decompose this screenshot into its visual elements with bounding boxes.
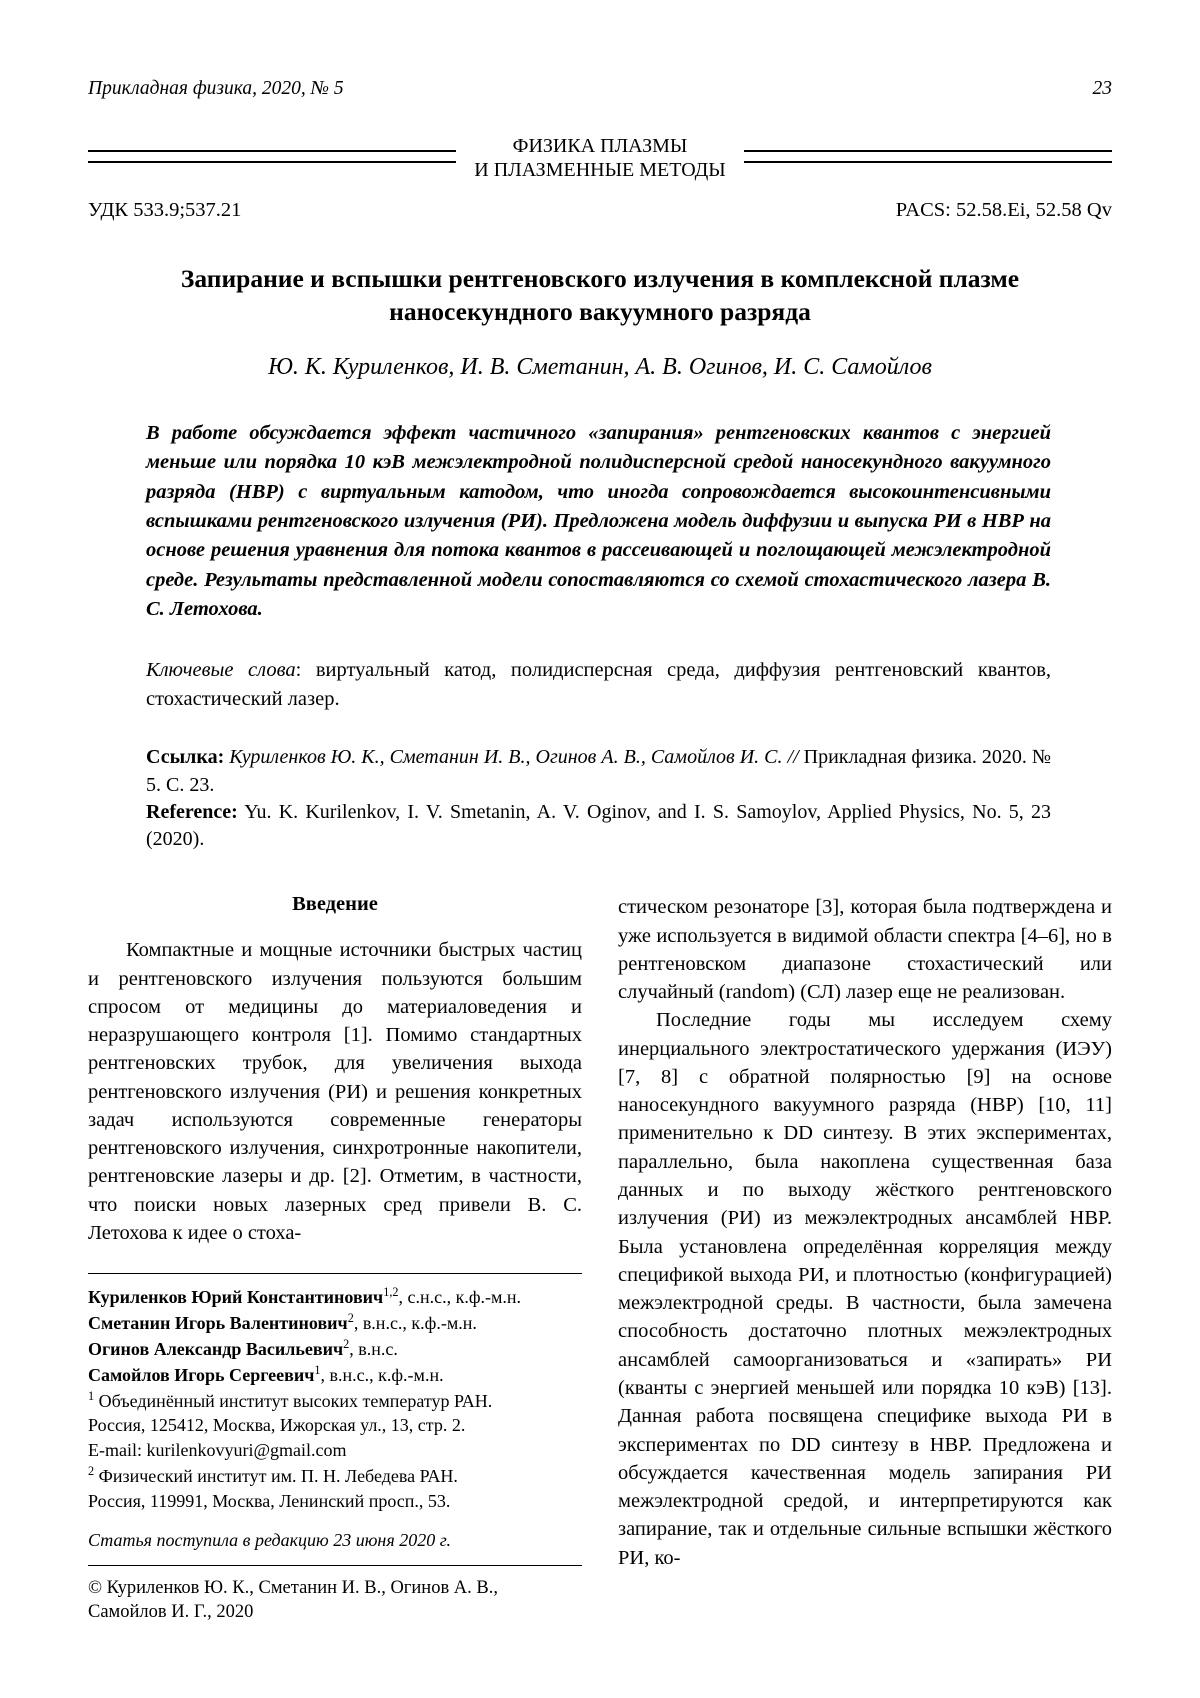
footnote-author-2-sup: 2 [347, 1311, 354, 1326]
classification-line [88, 199, 1112, 222]
affiliation-1-text: Объединённый институт высоких температур РАН. [94, 1390, 493, 1411]
right-column [618, 893, 1112, 1624]
affiliation-2-line-1 [88, 1463, 582, 1489]
copyright-block [88, 1565, 582, 1625]
section-banner [88, 134, 1112, 183]
footnote-author-4-name: Самойлов Игорь Сергеевич [88, 1364, 315, 1385]
footnote-author-1-sup: 1,2 [383, 1285, 399, 1300]
citation-ru-label: Ссылка: [146, 746, 225, 769]
footnote-author-4-role: , в.н.с., к.ф.-м.н. [320, 1364, 444, 1385]
affiliation-2-marker: 2 [88, 1464, 95, 1479]
footnote-author-3 [88, 1336, 582, 1362]
banner-rule-right [744, 150, 1112, 163]
citation-en-text: Yu. K. Kurilenkov, I. V. Smetanin, A. V. Oginov, and I. S. Samoylov, Applied Physics, No. 5, 23 (2020). [146, 800, 1051, 851]
banner-title-line1: ФИЗИКА ПЛАЗМЫ [512, 135, 688, 157]
footnote-author-4-sup: 1 [314, 1362, 321, 1377]
copyright-line-1: © Куриленков Ю. К., Сметанин И. В., Огинов А. В., [88, 1577, 498, 1598]
affiliation-1-line-2: Россия, 125412, Москва, Ижорская ул., 13, стр. 2. [88, 1415, 466, 1436]
banner-title-line2: И ПЛАЗМЕННЫЕ МЕТОДЫ [474, 159, 726, 182]
footnote-author-2 [88, 1310, 582, 1336]
footnote-author-3-role: , в.н.с. [349, 1338, 398, 1359]
keywords-text: : виртуальный катод, полидисперсная среда, диффузия рентгеновский квантов, стохастический лазер. [146, 659, 1052, 711]
footnote-author-1-name: Куриленков Юрий Константинович [88, 1287, 384, 1308]
footnote-author-3-sup: 2 [343, 1336, 350, 1351]
article-title: Запирание и вспышки рентгеновского излучения в комплексной плазме наносекундного вакуумного разряда [180, 263, 1020, 326]
right-paragraph-2: Последние годы мы исследуем схему инерциального электростатического удержания (ИЭУ) [7, 8] с обратной полярностью [9] на основе наносекундного вакуумного разряда (НВР) [10, 11] применительно к DD синтезу. В этих экспериментах, параллельно, была накоплена существенная база данных и по выходу жёсткого рентгеновского излучения (РИ) из межэлектродных ансамблей НВР. Была установлена определённая корреляция между спецификой выхода РИ, и плотностью (конфигурацией) межэлектродной среды. В частности, была замечена способность достаточно плотных межэлектродных ансамблей самоорганизоваться и «запирать» РИ (кванты с энергией меньшей или порядка 10 кэВ) [13]. Данная работа посвящена специфике выхода РИ в экспериментах по DD синтезу в НВР. Предложена и обсуждается качественная модель запирания РИ межэлектродной средой, и интерпретируются как запирание, так и отдельные сильные вспышки жёсткого РИ, ко- [618, 1009, 1112, 1569]
page-number: 23 [1092, 78, 1112, 99]
received-date: Статья поступила в редакцию 23 июня 2020 г. [88, 1529, 451, 1550]
pacs-code: PACS: 52.58.Ei, 52.58 Qv [895, 198, 1112, 221]
citation-block [146, 744, 1051, 853]
footnote-block [88, 1273, 582, 1624]
two-column-body [88, 893, 1112, 1624]
running-head [88, 78, 1112, 100]
abstract-text: В работе обсуждается эффект частичного «запирания» рентгеновских квантов с энергией меньше или порядка 10 кэВ межэлектродной полидисперсной средой наносекундного вакуумного разряда (НВР) с виртуальным катодом, что иногда сопровождается высокоинтенсивными вспышками рентгеновского излучения (РИ). Предложена модель диффузии и выпуска РИ в НВР на основе решения уравнения для потока квантов в рассеивающей и поглощающей межэлектродной среде. Результаты представленной модели сопоставляются со схемой стохастического лазера В. С. Летохова. [146, 422, 1051, 620]
journal-name: Прикладная физика, 2020, № 5 [88, 78, 344, 99]
right-paragraph-1: стическом резонаторе [3], которая была подтверждена и уже используется в видимой области спектра [4–6], но в рентгеновском диапазоне стохастический или случайный (random) (СЛ) лазер еще не реализован. [618, 896, 1112, 1004]
citation-ru-rest: Прикладная физика. 2020. № 5. С. 23. [146, 746, 1051, 796]
page-content [88, 78, 1112, 1624]
footnote-author-3-name: Огинов Александр Васильевич [88, 1338, 344, 1359]
keywords-label: Ключевые слова [146, 659, 296, 682]
affiliation-1-marker: 1 [88, 1388, 95, 1403]
footnote-author-2-role: , в.н.с., к.ф.-м.н. [353, 1313, 477, 1334]
copyright-line-2: Самойлов И. Г., 2020 [88, 1602, 254, 1622]
banner-title [456, 134, 743, 183]
affiliation-2-text: Физический институт им. П. Н. Лебедева РАН. [94, 1466, 458, 1487]
footnote-author-2-name: Сметанин Игорь Валентинович [88, 1313, 348, 1334]
affiliation-2-line-2: Россия, 119991, Москва, Ленинский просп., 53. [88, 1490, 451, 1511]
footnote-author-1-role: , с.н.с., к.ф.-м.н. [398, 1287, 522, 1308]
left-column [88, 893, 582, 1624]
banner-rule-left [88, 150, 456, 163]
left-paragraph-1: Компактные и мощные источники быстрых частиц и рентгеновского излучения пользуются большим спросом от медицины до материаловедения и неразрушающего контроля [1]. Помимо стандартных рентгеновских трубок, для увеличения выхода рентгеновского излучения (РИ) и решения конкретных задач используются современные генераторы рентгеновского излучения, синхротронные накопители, рентгеновские лазеры и др. [2]. Отметим, в частности, что поиски новых лазерных сред привели В. С. Летохова к идее о стоха- [88, 939, 582, 1245]
section-heading-intro: Введение [292, 893, 378, 916]
udc-code: УДК 533.9;537.21 [88, 198, 242, 221]
citation-ru-italic: Куриленков Ю. К., Сметанин И. В., Огинов А. В., Самойлов И. С. // [229, 746, 799, 769]
contact-email[interactable]: E-mail: kurilenkovyuri@gmail.com [88, 1440, 347, 1461]
keywords-block [146, 656, 1051, 714]
author-list: Ю. К. Куриленков, И. В. Сметанин, А. В. Огинов, И. С. Самойлов [268, 354, 932, 381]
citation-en-label: Reference: [146, 800, 238, 823]
footnote-author-4 [88, 1362, 582, 1388]
footnote-author-1 [88, 1284, 582, 1310]
affiliation-1-line-1 [88, 1388, 582, 1414]
